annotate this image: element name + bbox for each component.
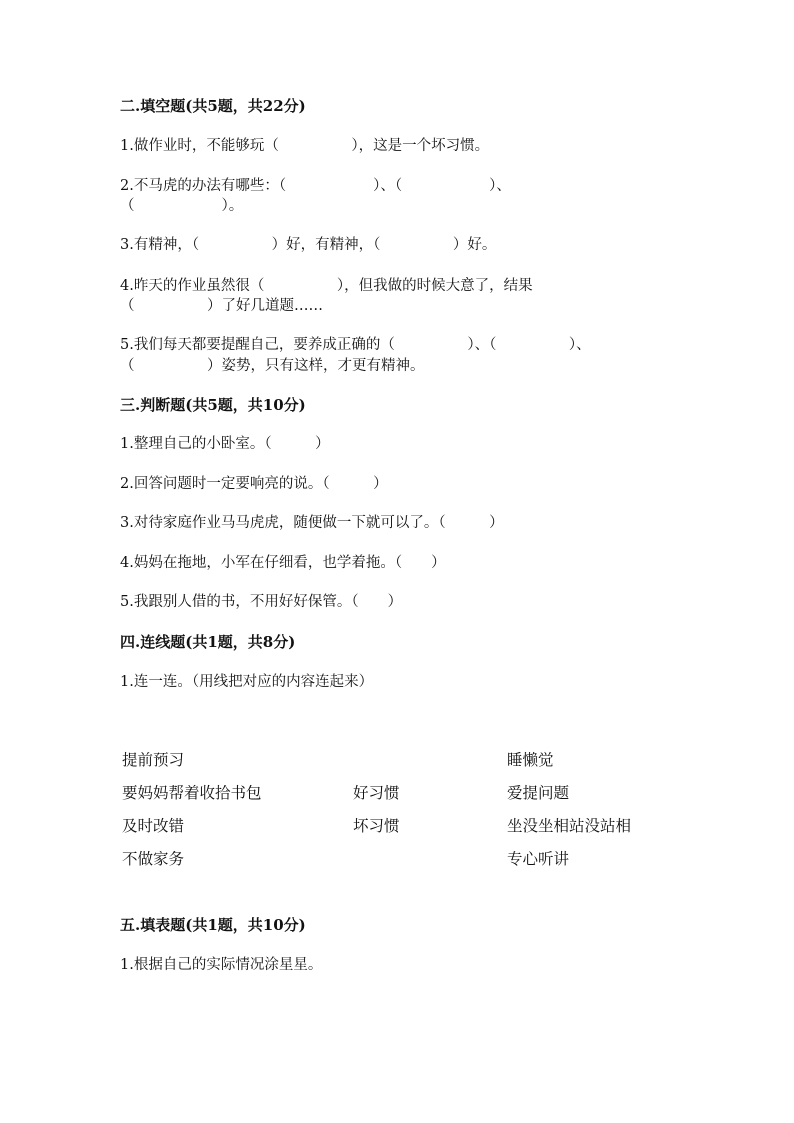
fill-blank-question-2-line-2: （ ）。 (120, 198, 244, 214)
matching-right-item: 专心听讲 (507, 850, 570, 868)
matching-left-item: 提前预习 (122, 751, 185, 769)
section-fill-blank-title: 二.填空题(共5题，共22分) (120, 97, 306, 115)
matching-left-item: 不做家务 (122, 850, 185, 868)
fill-blank-question-5-line-1: 5.我们每天都要提醒自己，要养成正确的（ ）、（ ）、 (120, 337, 591, 353)
section-true-false-title: 三.判断题(共5题，共10分) (120, 396, 306, 414)
matching-question-1: 1.连一连。（用线把对应的内容连起来） (120, 674, 374, 690)
matching-middle-item: 好习惯 (353, 784, 400, 802)
section-fill-table-title: 五.填表题(共1题，共10分) (120, 916, 306, 934)
true-false-question-1: 1.整理自己的小卧室。（ ） (120, 436, 330, 452)
matching-right-item: 坐没坐相站没站相 (507, 817, 632, 835)
fill-blank-question-4-line-2: （ ）了好几道题…… (120, 298, 323, 314)
true-false-question-4: 4.妈妈在拖地，小军在仔细看，也学着拖。（ ） (120, 555, 446, 571)
fill-blank-question-1: 1.做作业时，不能够玩（ ），这是一个坏习惯。 (120, 138, 490, 154)
matching-middle-item: 坏习惯 (353, 817, 400, 835)
section-matching-title: 四.连线题(共1题，共8分) (120, 633, 296, 651)
true-false-question-3: 3.对待家庭作业马马虎虎，随便做一下就可以了。（ ） (120, 515, 504, 531)
fill-blank-question-3: 3.有精神，（ ）好，有精神，（ ）好。 (120, 237, 497, 253)
fill-blank-question-2-line-1: 2.不马虎的办法有哪些：（ ）、（ ）、 (120, 178, 511, 194)
true-false-question-5: 5.我跟别人借的书，不用好好保管。（ ） (120, 594, 403, 610)
matching-left-item: 要妈妈帮着收拾书包 (122, 784, 262, 802)
fill-blank-question-5-line-2: （ ）姿势，只有这样，才更有精神。 (120, 358, 425, 374)
fill-table-question-1: 1.根据自己的实际情况涂星星。 (120, 957, 323, 973)
matching-left-item: 及时改错 (122, 817, 185, 835)
matching-right-item: 睡懒觉 (507, 751, 554, 769)
true-false-question-2: 2.回答问题时一定要响亮的说。（ ） (120, 476, 388, 492)
fill-blank-question-4-line-1: 4.昨天的作业虽然很（ ），但我做的时候大意了，结果 (120, 278, 533, 294)
matching-right-item: 爱提问题 (507, 784, 570, 802)
